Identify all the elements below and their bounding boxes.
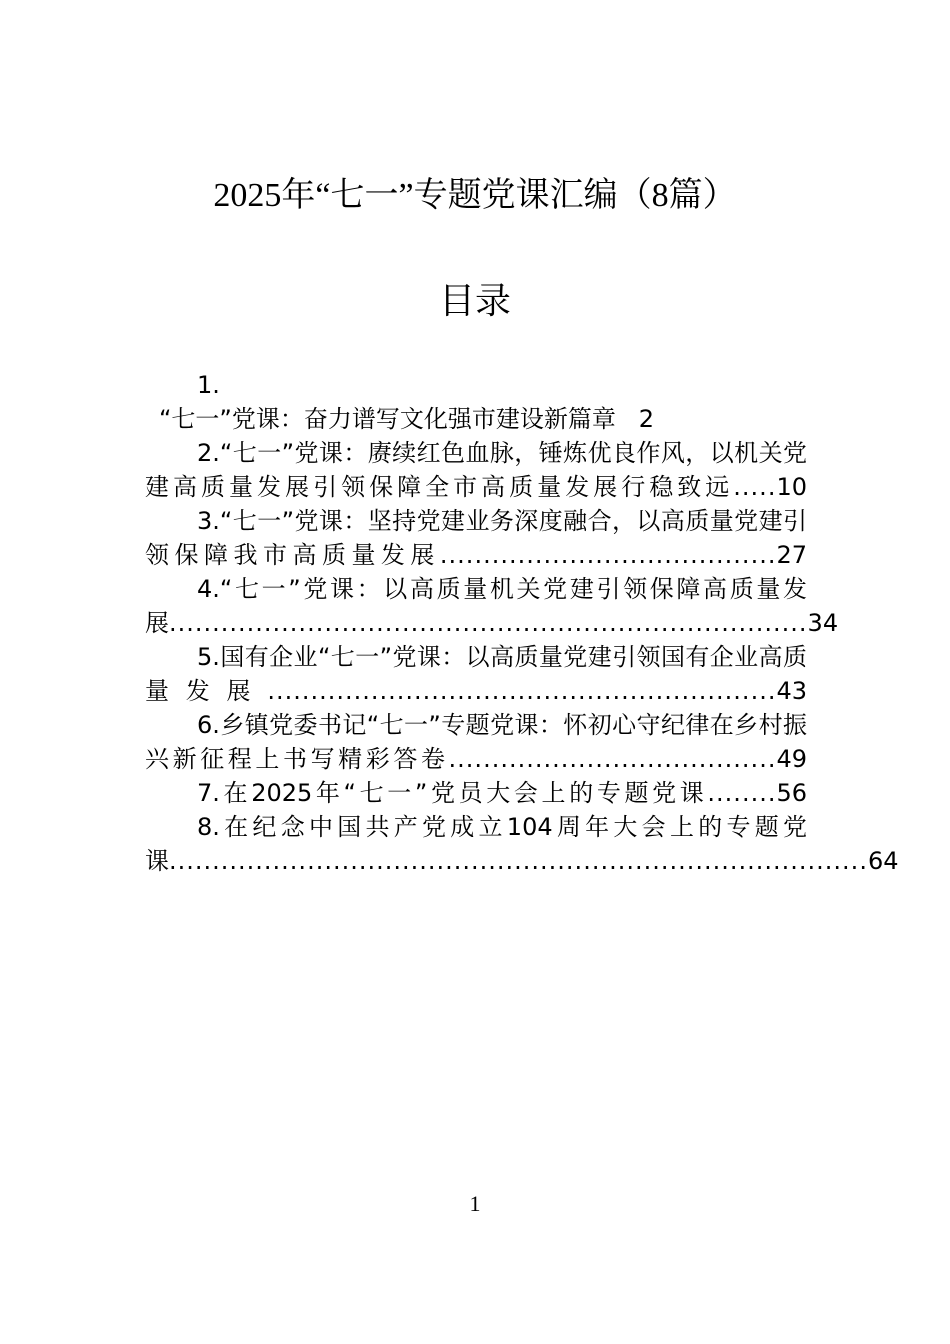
toc-entry-title: “七一”党课：赓续红色血脉，锤炼优良作风，以机关党建高质量发展引领保障全市高质量发展行稳致远: [145, 439, 807, 501]
toc-entry-page: 43: [776, 677, 807, 705]
toc-entry-leader: .....: [733, 473, 777, 501]
toc-entry-6[interactable]: [145, 708, 807, 776]
toc-entry-title: 国有企业“七一”党课：以高质量党建引领国有企业高质量发展: [145, 643, 807, 705]
toc-entry-page: 64: [867, 847, 899, 875]
toc-entry-page: 27: [776, 541, 807, 569]
toc-entry-leader: ......................................: [448, 745, 777, 773]
document-title: 2025年“七一”专题党课汇编（8篇）: [213, 177, 737, 214]
toc-entry-7[interactable]: [145, 776, 807, 810]
toc-entry-page: 34: [807, 609, 839, 637]
toc-entry-number: 1.: [197, 371, 220, 399]
toc-entry-title: 在2025年“七一”党员大会上的专题党课: [219, 779, 708, 807]
toc-entry-1[interactable]: [145, 368, 807, 436]
toc-entry-title: 在纪念中国共产党成立104周年大会上的专题党课: [145, 813, 807, 875]
toc-entry-2[interactable]: [145, 436, 807, 504]
toc-entry-number: 6.: [197, 711, 220, 739]
toc-entry-leader: ..........................................................................: [169, 609, 808, 637]
toc-entry-number: 4.: [197, 575, 220, 603]
toc-entry-number: 5.: [197, 643, 220, 671]
toc-entry-number: 3.: [197, 507, 220, 535]
toc-entry-5[interactable]: [145, 640, 807, 708]
toc-entry-title: “七一”党课：坚持党建业务深度融合，以高质量党建引领保障我市高质量发展: [145, 507, 807, 569]
toc-entry-leader: ...........................................................: [267, 677, 777, 705]
toc-heading: 目录: [438, 281, 511, 322]
toc-entry-title: 乡镇党委书记“七一”专题党课：怀初心守纪律在乡村振兴新征程上书写精彩答卷: [145, 711, 807, 773]
toc-entry-page: 56: [776, 779, 807, 807]
toc-entry-title: “七一”党课：以高质量机关党建引领保障高质量发展: [145, 575, 807, 637]
toc-entry-page: 2: [638, 405, 655, 433]
toc-entry-number: 7.: [197, 779, 220, 807]
page-number: 1: [469, 1191, 481, 1216]
toc-entry-4[interactable]: [145, 572, 839, 640]
toc-entry-title: “七一”党课：奋力谱写文化强市建设新篇章: [159, 405, 616, 433]
toc-entry-number: 2.: [197, 439, 220, 467]
toc-entry-leader: .................................................................................: [169, 847, 868, 875]
toc-entry-leader: ........: [707, 779, 777, 807]
toc-entry-page: 49: [776, 745, 807, 773]
toc-entry-page: 10: [776, 473, 807, 501]
toc-entry-leader: .......................................: [439, 541, 777, 569]
toc-entry-8[interactable]: [145, 810, 899, 878]
table-of-contents: [145, 368, 899, 878]
toc-entry-3[interactable]: [145, 504, 807, 572]
toc-entry-number: 8.: [197, 813, 220, 841]
